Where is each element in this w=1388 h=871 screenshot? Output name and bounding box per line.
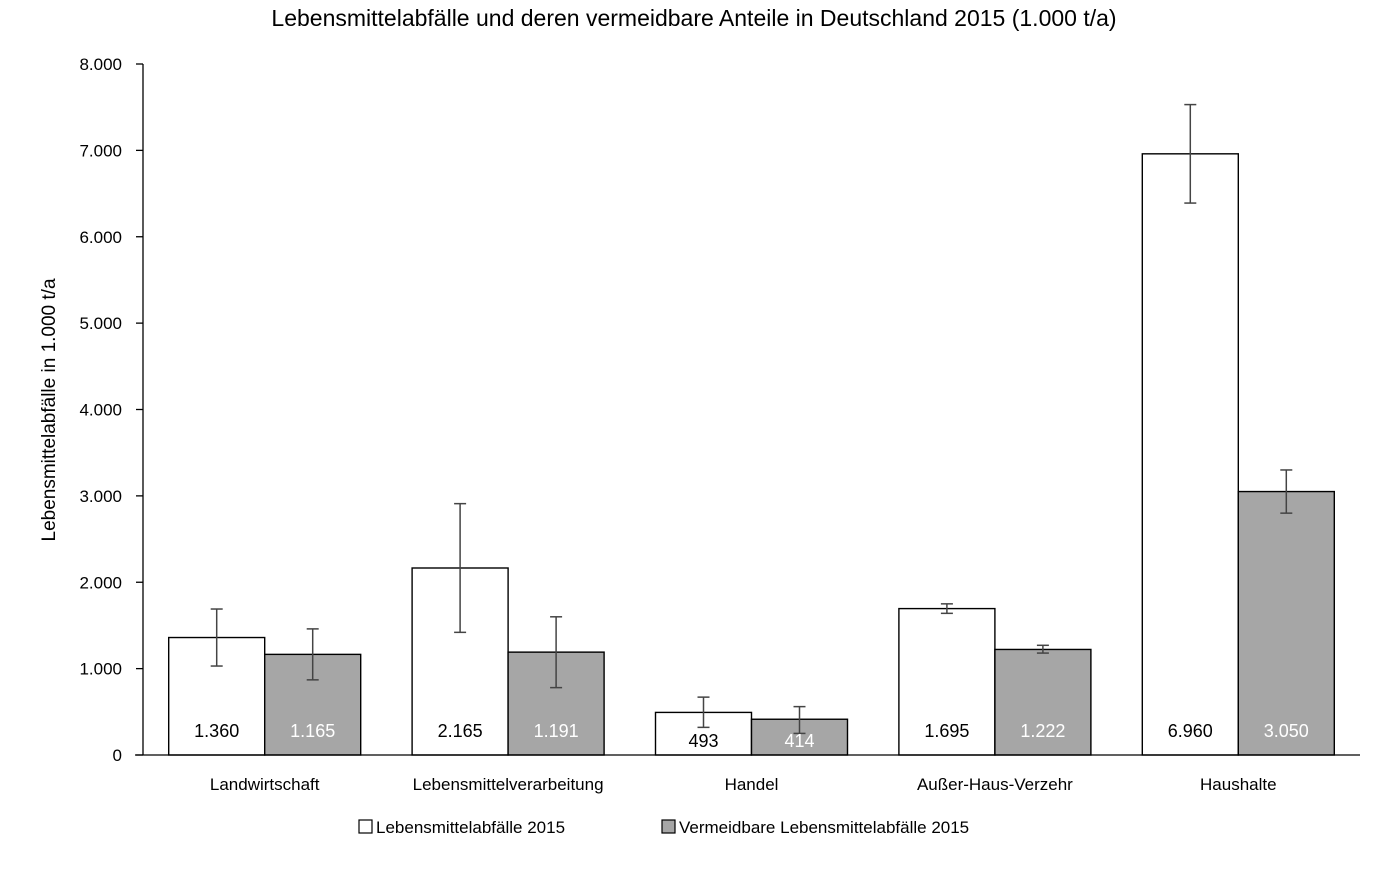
bars-group (169, 154, 1335, 755)
legend-swatch (359, 820, 372, 833)
x-category-label: Handel (724, 775, 779, 794)
y-tick-label: 7.000 (79, 141, 122, 161)
data-label: 1.222 (1020, 721, 1066, 741)
data-label: 1.191 (533, 721, 579, 741)
y-axis-ticks (79, 55, 143, 765)
y-tick-label: 1.000 (79, 659, 122, 679)
legend-swatch (662, 820, 675, 833)
data-label: 2.165 (437, 721, 483, 741)
data-label: 414 (784, 731, 815, 751)
x-category-label: Landwirtschaft (209, 775, 320, 794)
data-label: 1.695 (924, 721, 970, 741)
x-category-label: Lebensmittelverarbeitung (412, 775, 604, 794)
y-tick-label: 4.000 (79, 400, 122, 420)
data-label: 3.050 (1263, 721, 1309, 741)
y-tick-label: 0 (112, 746, 122, 765)
y-tick-label: 6.000 (79, 227, 122, 247)
data-label: 493 (688, 731, 719, 751)
x-axis-labels (210, 775, 1277, 794)
legend-label: Lebensmittelabfälle 2015 (376, 818, 566, 837)
y-tick-label: 3.000 (79, 486, 122, 506)
chart-title: Lebensmittelabfälle und deren vermeidbare Anteile in Deutschland 2015 (1.000 t/a) (271, 5, 1117, 31)
y-axis-label: Lebensmittelabfälle in 1.000 t/a (39, 278, 60, 542)
data-label: 1.360 (194, 721, 240, 741)
y-tick-label: 5.000 (79, 314, 122, 334)
error-bars-group (211, 105, 1293, 734)
data-label: 1.165 (290, 721, 336, 741)
bar-total (1142, 154, 1238, 755)
legend-label: Vermeidbare Lebensmittelabfälle 2015 (679, 818, 970, 837)
x-category-label: Haushalte (1200, 775, 1277, 794)
legend (359, 818, 969, 837)
data-label: 6.960 (1167, 721, 1213, 741)
y-tick-label: 2.000 (79, 573, 122, 593)
x-category-label: Außer-Haus-Verzehr (916, 775, 1073, 794)
y-tick-label: 8.000 (79, 55, 122, 74)
bar-avoidable (1238, 492, 1334, 755)
